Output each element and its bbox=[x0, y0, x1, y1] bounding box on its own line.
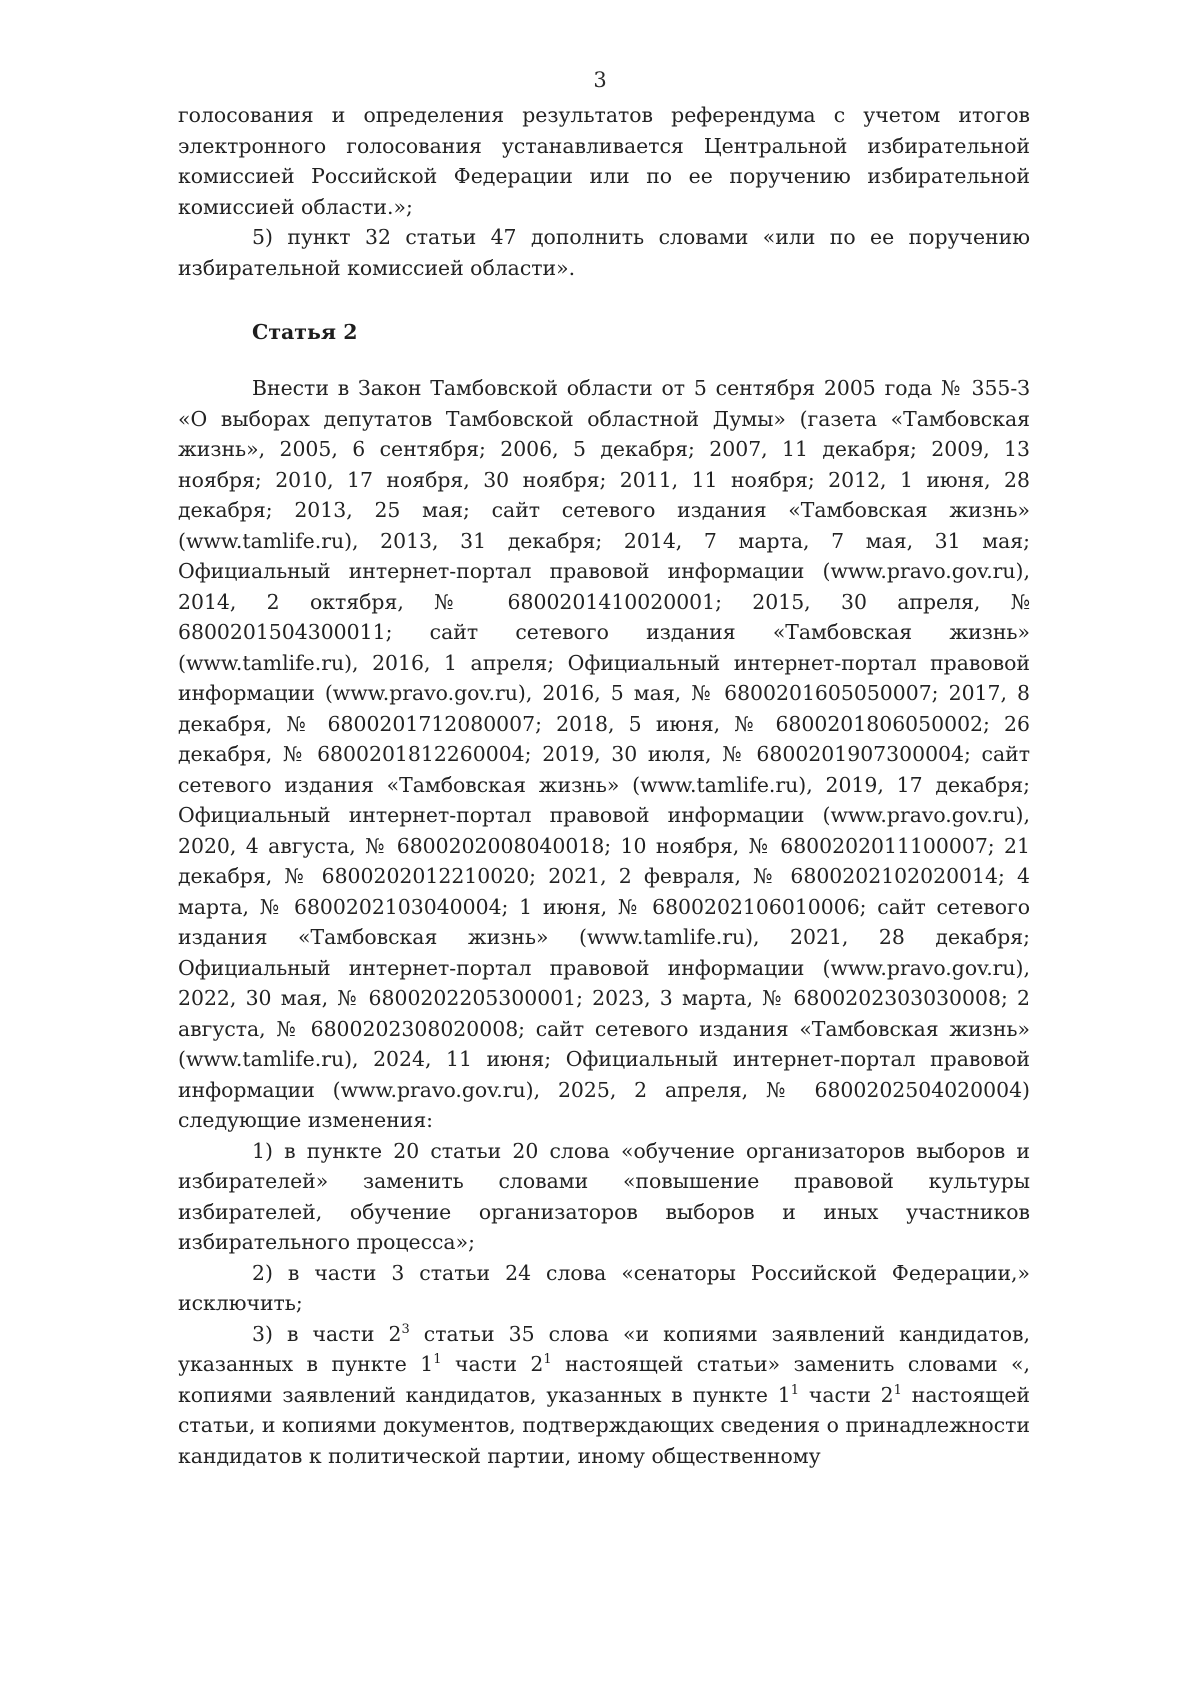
item3-sup-e: 1 bbox=[893, 1382, 902, 1398]
text-block-article-2 bbox=[178, 373, 1030, 1471]
paragraph-item-5: 5) пункт 32 статьи 47 дополнить словами «или по ее поручению избирательной комиссией области». bbox=[178, 225, 1030, 280]
item3-text-a: 3) в части 2 bbox=[252, 1321, 402, 1346]
item3-sup-b: 1 bbox=[433, 1352, 442, 1367]
paragraph-continuation: голосования и определения результатов референдума с учетом итогов электронного голосования устанавливается Центральной избирательной комиссией Российской Федерации или по ее поручению избирательной комиссией области.»; bbox=[178, 103, 1030, 219]
item3-sup-c: 1 bbox=[543, 1352, 552, 1367]
item3-sup-d: 1 bbox=[790, 1382, 800, 1398]
paragraph-item-2: 2) в части 3 статьи 24 слова «сенаторы Российской Федерации,» исключить; bbox=[178, 1260, 1030, 1315]
paragraph-intro: Внести в Закон Тамбовской области от 5 сентября 2005 года № 355-З «О выборах депутатов Тамбовской областной Думы» (газета «Тамбовская жизнь», 2005, 6 сентября; 2006, 5 декабря; 2007, 11 декабря; 2009, 13 ноября; 2010, 17 ноября, 30 ноября; 2011, 11 ноября; 2012, 1 июня, 28 декабря; 2013, 25 мая; сайт сетевого издания «Тамбовская жизнь» (www.tamlife.ru), 2013, 31 декабря; 2014, 7 марта, 7 мая, 31 мая; Официальный интернет-портал правовой информации (www.pravo.gov.ru), 2014, 2 октября, № 6800201410020001; 2015, 30 апреля, № 6800201504300011; сайт сетевого издания «Тамбовская жизнь» (www.tamlife.ru), 2016, 1 апреля; Официальный интернет-портал правовой информации (www.pravo.gov.ru), 2016, 5 мая, № 6800201605050007; 2017, 8 декабря, № 6800201712080007; 2018, 5 июня, № 6800201806050002; 26 декабря, № 6800201812260004; 2019, 30 июля, № 6800201907300004; сайт сетевого издания «Тамбовская жизнь» (www.tamlife.ru), 2019, 17 декабря; Официальный интернет-портал правовой информации (www.pravo.gov.ru), 2020, 4 августа, № 6800202008040018; 10 ноября, № 6800202011100007; 21 декабря, № 6800202012210020; 2021, 2 февраля, № 6800202102020014; 4 марта, № 6800202103040004; 1 июня, № 6800202106010006; сайт сетевого издания «Тамбовская жизнь» (www.tamlife.ru), 2021, 28 декабря; Официальный интернет-портал правовой информации (www.pravo.gov.ru), 2022, 30 мая, № 6800202205300001; 2023, 3 марта, № 6800202303030008; 2 августа, № 6800202308020008; сайт сетевого издания «Тамбовская жизнь» (www.tamlife.ru), 2024, 11 июня; Официальный интернет-портал правовой информации (www.pravo.gov.ru), 2025, 2 апреля, № 6800202504020004) следующие изменения: bbox=[178, 376, 1030, 1132]
item3-text-d: настоящей статьи» заменить словами «, копиями заявлений кандидатов, указанных в пункте 1 bbox=[178, 1352, 1030, 1407]
item3-text-e: части 2 bbox=[799, 1382, 894, 1407]
article-heading: Статья 2 bbox=[252, 320, 358, 344]
item3-sup-a: 3 bbox=[401, 1321, 410, 1337]
text-block-top bbox=[178, 100, 1030, 283]
page-number: 3 bbox=[593, 68, 607, 92]
paragraph-item-1: 1) в пункте 20 статьи 20 слова «обучение организаторов выборов и избирателей» заменить словами «повышение правовой культуры избирателей, обучение организаторов выборов и иных участников избирательного процесса»; bbox=[178, 1138, 1030, 1254]
paragraph-item-3 bbox=[178, 1319, 1030, 1472]
item3-text-b: статьи 35 слова «и копиями заявлений кандидатов, указанных в пункте 1 bbox=[178, 1321, 1030, 1376]
item3-text-c: части 2 bbox=[441, 1352, 544, 1376]
item3-text-f: настоящей статьи, и копиями документов, подтверждающих сведения о принадлежности кандидатов к политической партии, иному общественному bbox=[178, 1382, 1030, 1468]
